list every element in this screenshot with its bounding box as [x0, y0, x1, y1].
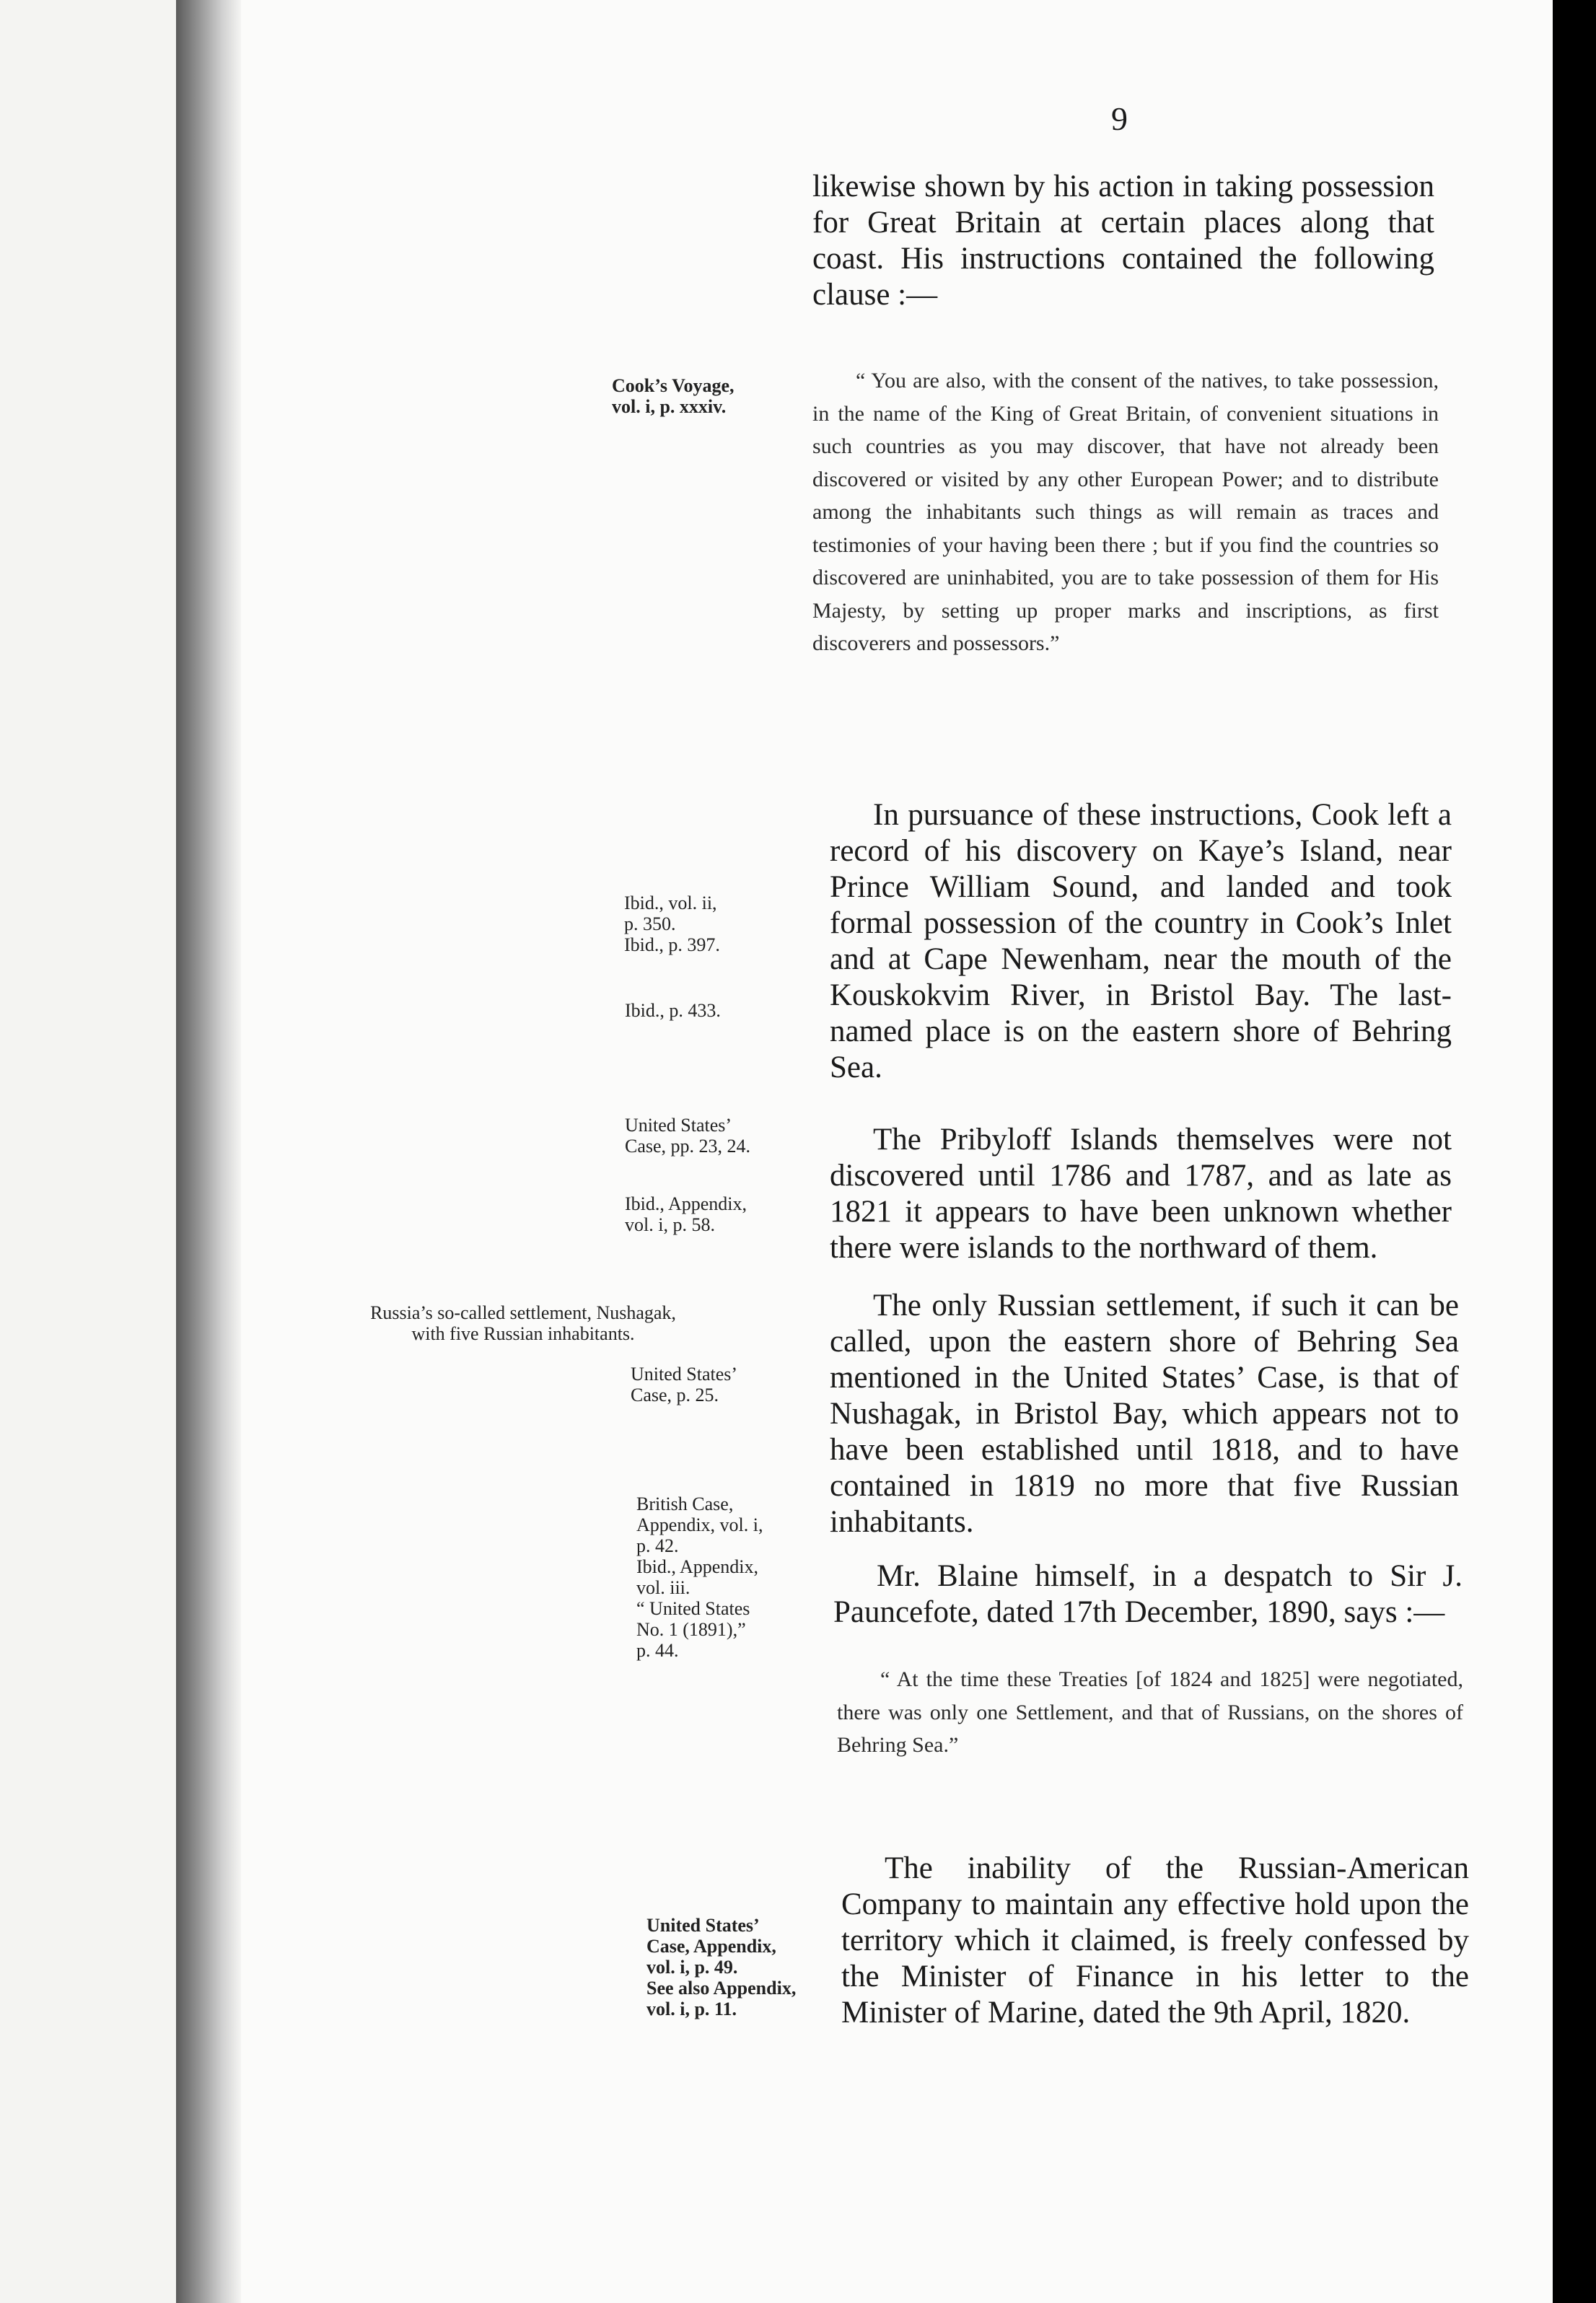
paragraph-cook-action: likewise shown by his action in taking possession for Great Britain at certain places along that coast. His instructions contained the following clause :— — [812, 170, 1434, 312]
binding-shadow — [176, 0, 241, 2303]
paragraph-pribyloff: The Pribyloff Islands themselves were not discovered until 1786 and 1787, and as late as 1821 it appears to have been unknown whether there were islands to the northward of them. — [830, 1123, 1452, 1265]
margin-note-nushagak: Russia’s so-called settlement, Nushagak, with five Russian inhabitants. — [370, 1302, 676, 1344]
margin-note-us-case-25: United States’ Case, p. 25. — [631, 1364, 738, 1405]
quote-blaine: “ At the time these Treaties [of 1824 and 1825] were negotiated, there was only one Settlement, and that of Russians, on the shores of Behring Sea.” — [837, 1667, 1463, 1757]
margin-note-us-case-appendix: United States’ Case, Appendix, vol. i, p. 49. See also Appendix, vol. i, p. 11. — [646, 1915, 797, 2019]
margin-note-cooks-voyage: Cook’s Voyage, vol. i, p. xxxiv. — [612, 375, 735, 417]
left-margin — [0, 0, 176, 2303]
margin-note-ibid-appendix-58: Ibid., Appendix, vol. i, p. 58. — [625, 1193, 747, 1235]
paragraph-russian-american-company: The inability of the Russian-American Company to maintain any effective hold upon the territory which it claimed, is freely confessed by the Minister of Finance in his letter to the Minister of Marine, dated the 9th April, 1820. — [841, 1851, 1469, 2030]
paragraph-cook-pursuance: In pursuance of these instructions, Cook left a record of his discovery on Kaye’s Island, near Prince William Sound, and landed and took formal possession of the country in Cook’s Inlet and at Cape Newenham, near the mouth of the Kouskokvim River, in Bristol Bay. The last-named place is on the eastern shore of Behring Sea. — [830, 798, 1452, 1084]
quote-cook-instructions: “ You are also, with the consent of the natives, to take possession, in the name of the King of Great Britain, of convenient situations in such countries as you may discover, that have not already been discovered or visited by any other European Power; and to distribute among the inhabitants such things as will remain as traces and testimonies of your having been there ; but if you find the countries so discovered are uninhabited, you are to take possession of them for His Majesty, by setting up proper marks and inscriptions, as first discoverers and possessors.” — [812, 369, 1439, 655]
paragraph-blaine-despatch: Mr. Blaine himself, in a despatch to Sir J. Pauncefote, dated 17th December, 1890, says :— — [833, 1559, 1463, 1629]
margin-note-british-case: British Case, Appendix, vol. i, p. 42. Ibid., Appendix, vol. iii. “ United States No. 1 (1891),” p. 44. — [636, 1493, 763, 1661]
page-number: 9 — [1111, 100, 1128, 137]
margin-note-ibid-vol-ii: Ibid., vol. ii, p. 350. Ibid., p. 397. — [624, 892, 720, 955]
margin-note-us-case-23: United States’ Case, pp. 23, 24. — [625, 1115, 751, 1157]
paragraph-russian-settlement: The only Russian settlement, if such it can be called, upon the eastern shore of Behring Sea mentioned in the United States’ Case, is that of Nushagak, in Bristol Bay, which appears not to have been established until 1818, and to have contained in 1819 no more that five Russian inhabitants. — [830, 1289, 1459, 1539]
margin-note-ibid-433: Ibid., p. 433. — [625, 1000, 721, 1021]
